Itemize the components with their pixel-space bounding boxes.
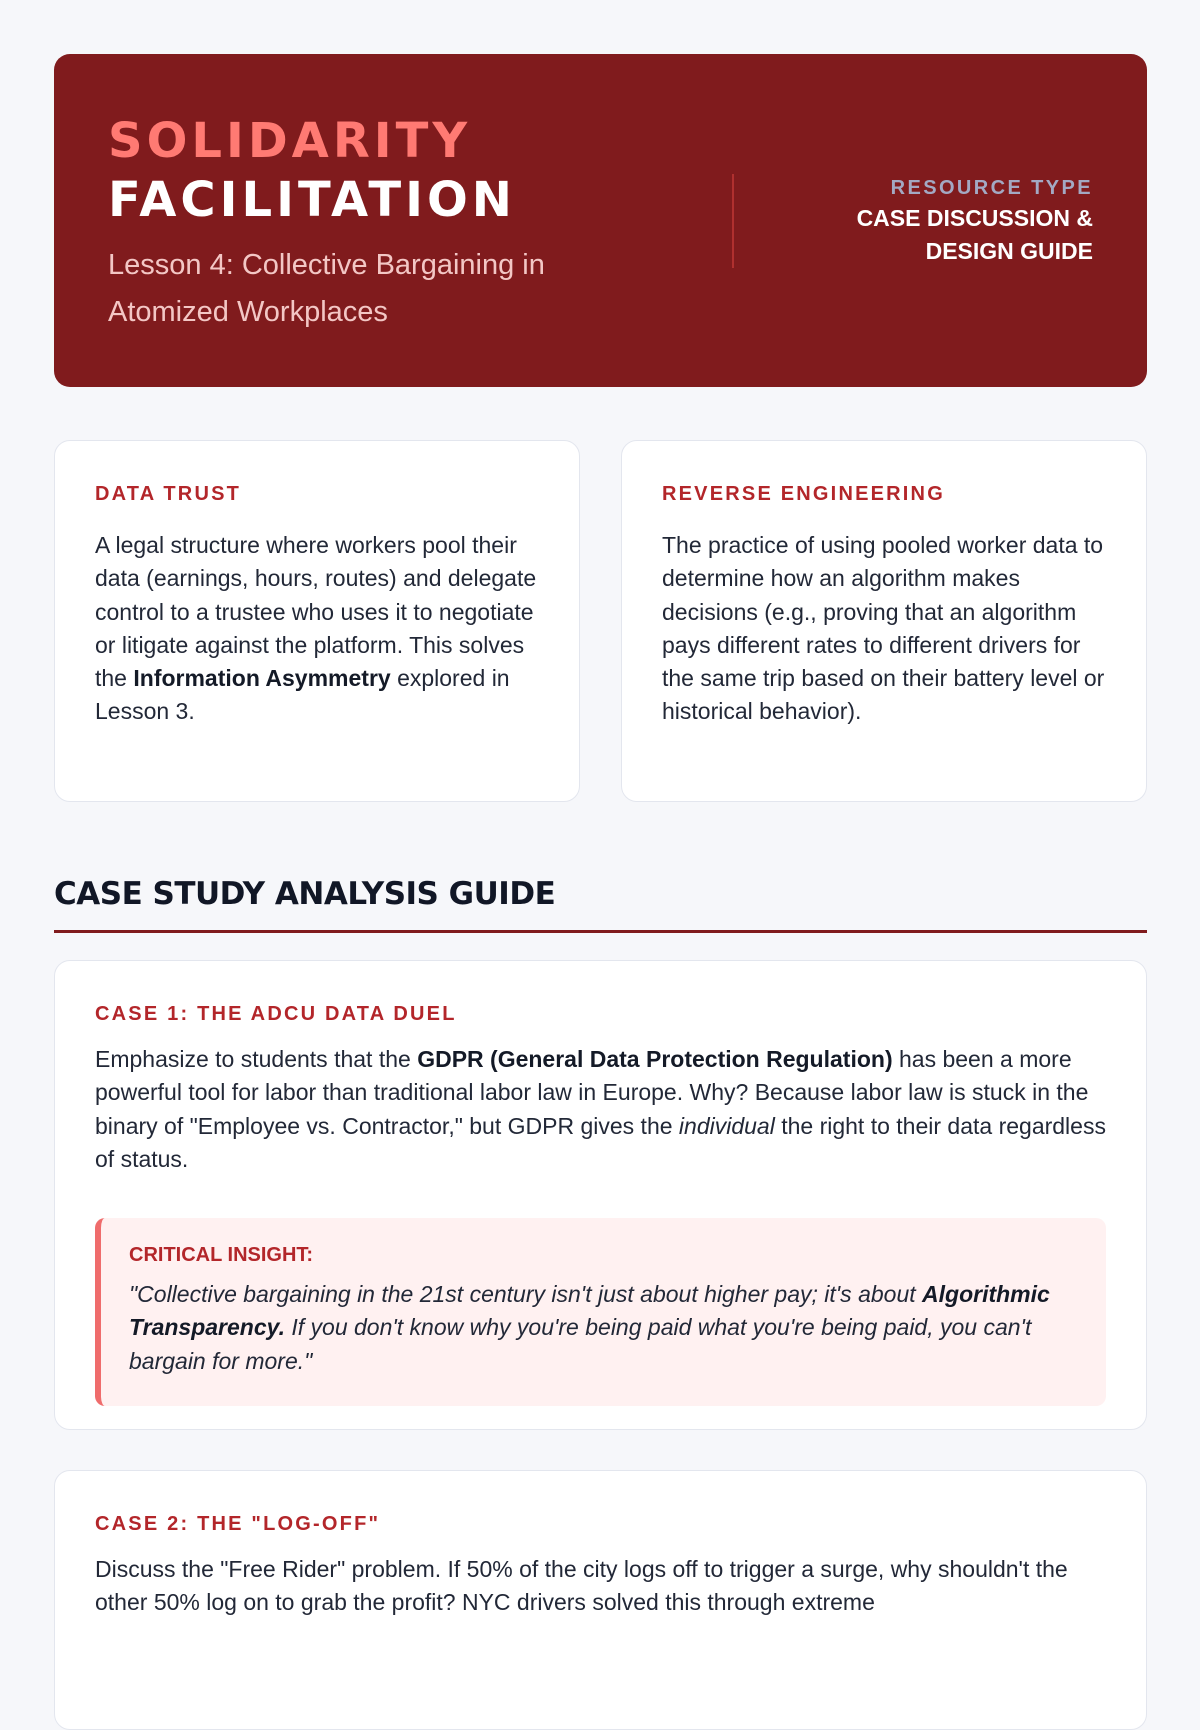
case-card-2	[54, 1470, 1147, 1730]
definitions	[54, 440, 1147, 802]
definition-text	[95, 529, 539, 729]
case-title: CASE 1: THE ADCU DATA DUEL	[95, 1003, 457, 1025]
case-text-part: Emphasize to students that the	[95, 1046, 418, 1072]
section-divider	[54, 930, 1147, 933]
definition-text-part: explored in Lesson 3.	[95, 665, 510, 725]
definition-emphasis: Information Asymmetry	[133, 665, 391, 692]
insight-label: CRITICAL INSIGHT:	[129, 1244, 314, 1267]
case-title: CASE 2: THE "LOG-OFF"	[95, 1513, 381, 1535]
header-divider	[732, 174, 734, 268]
lesson-subtitle: Lesson 4: Collective Bargaining in Atomized Workplaces	[108, 249, 545, 328]
case-emphasis: GDPR (General Data Protection Regulation)	[417, 1046, 893, 1072]
critical-insight-callout	[95, 1218, 1106, 1406]
definition-text: The practice of using pooled worker data to determine how an algorithm makes decisions (e.g., proving that an algorithm pays different rates to different drivers for the same trip based on their battery level or historical behavior).	[662, 532, 1105, 725]
quote-text-part: "Collective bargaining in the 21st century isn't just about higher pay; it's about	[129, 1281, 923, 1308]
definition-term: REVERSE ENGINEERING	[662, 483, 945, 505]
quote-emphasis: Algorithmic Transparency.	[129, 1281, 1050, 1341]
insight-quote	[129, 1278, 1078, 1378]
section-heading: CASE STUDY ANALYSIS GUIDE	[54, 876, 556, 912]
resource-type	[833, 174, 1093, 268]
definition-card-reverse-engineering	[621, 440, 1147, 802]
page	[54, 54, 1147, 1616]
definition-card-data-trust	[54, 440, 580, 802]
case-text-part: the right to their data regardless of status.	[95, 1112, 1106, 1172]
resource-type-label: RESOURCE TYPE	[890, 177, 1093, 199]
page-title	[108, 112, 516, 230]
header-banner	[54, 54, 1147, 387]
quote-text-part: If you don't know why you're being paid what you're being paid, you can't bargain for more."	[129, 1314, 1032, 1374]
title-line-1: SOLIDARITY	[108, 113, 472, 169]
definition-term: DATA TRUST	[95, 483, 242, 505]
case-body: Discuss the "Free Rider" problem. If 50% of the city logs off to trigger a surge, why shouldn't the other 50% log on to grab the profit? NYC drivers solved this through extreme	[95, 1556, 1068, 1616]
case-body	[95, 1043, 1106, 1176]
case-text-part: has been a more powerful tool for labor than traditional labor law in Europe. Why? Because labor law is stuck in the binary of "Employee vs. Contractor," but GDPR gives the	[95, 1046, 1089, 1139]
case-italic: individual	[678, 1112, 775, 1139]
title-line-2: FACILITATION	[108, 172, 516, 228]
resource-type-value: CASE DISCUSSION & DESIGN GUIDE	[856, 205, 1093, 264]
definition-text-part: A legal structure where workers pool their data (earnings, hours, routes) and delegate control to a trustee who uses it to negotiate or litigate against the platform. This solves the	[95, 532, 537, 692]
case-card-1	[54, 960, 1147, 1430]
